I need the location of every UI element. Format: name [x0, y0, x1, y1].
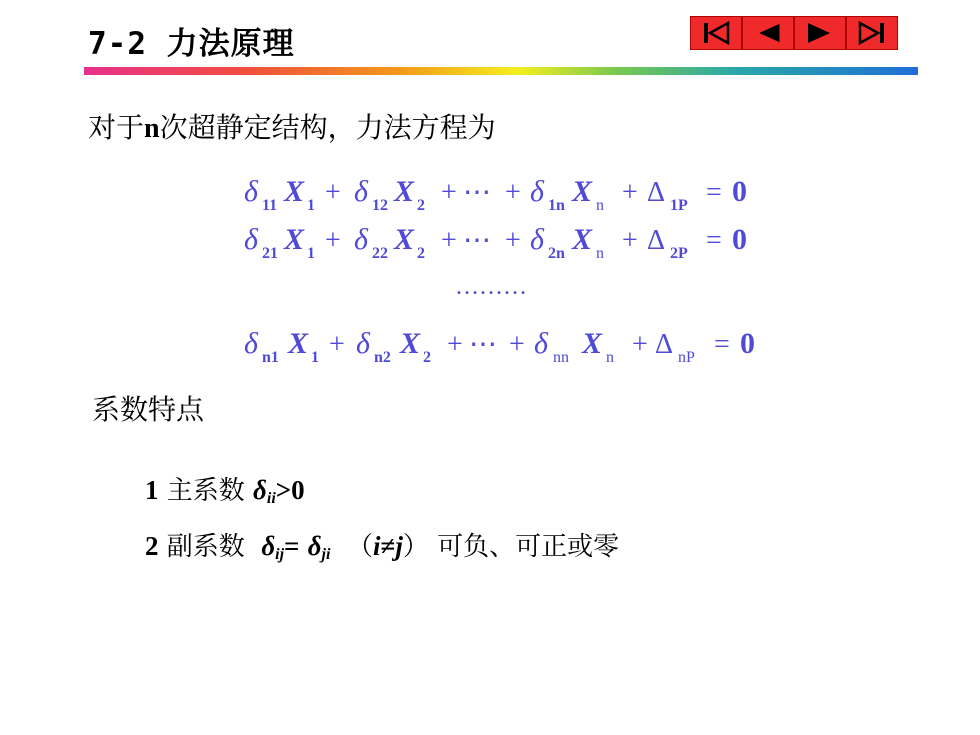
- x-subscript: 1: [311, 349, 319, 366]
- delta-subscript: 21: [262, 245, 278, 262]
- not-equal-sign: ≠: [380, 531, 396, 561]
- x-symbol: X: [394, 223, 415, 256]
- ellipsis: ⋯: [463, 177, 491, 208]
- delta-capital-subscript: nP: [678, 349, 695, 366]
- zero: 0: [732, 223, 747, 256]
- index-i: i: [372, 531, 381, 561]
- delta-capital-subscript: 1P: [670, 197, 688, 214]
- x-subscript: 2: [417, 245, 425, 262]
- intro-after: 次超静定结构，力法方程为: [159, 111, 496, 144]
- plus-sign: +: [622, 225, 638, 256]
- equals-sign: =: [284, 531, 300, 561]
- zero: 0: [740, 327, 755, 360]
- paren-open: （: [346, 532, 373, 562]
- slide-title: 7-2 力法原理: [88, 26, 295, 62]
- delta-capital-symbol: Δ: [647, 177, 666, 208]
- delta-symbol: δ: [354, 175, 368, 208]
- plus-sign: +: [622, 177, 638, 208]
- x-symbol: X: [400, 327, 421, 360]
- equals-sign: =: [714, 329, 730, 360]
- x-symbol: X: [284, 175, 305, 208]
- delta-subscript: 11: [262, 197, 278, 214]
- delta-symbol: δ: [253, 475, 267, 505]
- plus-sign: +: [505, 225, 521, 256]
- delta-subscript: n2: [374, 349, 391, 366]
- delta-subscript: 1n: [548, 197, 565, 214]
- index-j: j: [395, 531, 403, 561]
- equals-sign: =: [706, 225, 722, 256]
- x-subscript: 1: [307, 197, 315, 214]
- delta-symbol: δ: [244, 175, 258, 208]
- x-symbol: X: [572, 223, 593, 256]
- property-main-coefficient: [145, 470, 305, 508]
- equation-row-2: [244, 223, 747, 262]
- property-number: 2: [145, 531, 159, 561]
- delta-capital-symbol: Δ: [655, 329, 674, 360]
- x-subscript: n: [596, 197, 604, 214]
- delta-symbol: δ: [534, 327, 548, 360]
- equation-row-n: [244, 327, 755, 366]
- delta-capital-subscript: 2P: [670, 245, 688, 262]
- relation: >0: [275, 475, 305, 505]
- plus-sign: +: [441, 225, 457, 256]
- plus-sign: +: [325, 177, 341, 208]
- property-label: 副系数: [166, 532, 245, 562]
- x-subscript: n: [606, 349, 614, 366]
- intro-before: 对于: [88, 111, 145, 144]
- delta-symbol: δ: [244, 327, 258, 360]
- delta-symbol: δ: [356, 327, 370, 360]
- plus-sign: +: [325, 225, 341, 256]
- delta-subscript: nn: [553, 349, 569, 366]
- property-tail: 可负、可正或零: [437, 532, 620, 562]
- intro-n: n: [144, 113, 160, 144]
- x-subscript: 2: [417, 197, 425, 214]
- ellipsis: ⋯: [463, 225, 491, 256]
- x-symbol: X: [394, 175, 415, 208]
- delta-subscript: 12: [372, 197, 388, 214]
- x-symbol: X: [582, 327, 603, 360]
- plus-sign: +: [441, 177, 457, 208]
- x-subscript: 1: [307, 245, 315, 262]
- delta-symbol: δ: [244, 223, 258, 256]
- plus-sign: +: [329, 329, 345, 360]
- equals-sign: =: [706, 177, 722, 208]
- ellipsis: ⋯: [469, 329, 497, 360]
- delta-symbol: δ: [354, 223, 368, 256]
- plus-sign: +: [505, 177, 521, 208]
- delta-subscript: ii: [266, 490, 276, 507]
- plus-sign: +: [509, 329, 525, 360]
- equation-row-1: [244, 175, 747, 214]
- paren-close: ）: [402, 532, 429, 562]
- delta-symbol: δ: [261, 531, 276, 561]
- delta-subscript: ji: [321, 546, 331, 563]
- delta-subscript: 2n: [548, 245, 565, 262]
- plus-sign: +: [632, 329, 648, 360]
- delta-symbol: δ: [530, 175, 544, 208]
- property-secondary-coefficient: [145, 526, 619, 564]
- delta-subscript: n1: [262, 349, 279, 366]
- delta-symbol: δ: [530, 223, 544, 256]
- delta-subscript: 22: [372, 245, 388, 262]
- delta-symbol: δ: [307, 531, 322, 561]
- x-symbol: X: [572, 175, 593, 208]
- property-label: 主系数: [166, 476, 245, 506]
- delta-subscript: ij: [275, 546, 285, 563]
- property-number: 1: [145, 475, 159, 505]
- x-subscript: n: [596, 245, 604, 262]
- x-subscript: 2: [423, 349, 431, 366]
- plus-sign: +: [447, 329, 463, 360]
- delta-capital-symbol: Δ: [647, 225, 666, 256]
- x-symbol: X: [288, 327, 309, 360]
- coefficients-heading: 系数特点: [92, 393, 205, 426]
- x-symbol: X: [284, 223, 305, 256]
- zero: 0: [732, 175, 747, 208]
- continuation-dots: ………: [455, 274, 527, 300]
